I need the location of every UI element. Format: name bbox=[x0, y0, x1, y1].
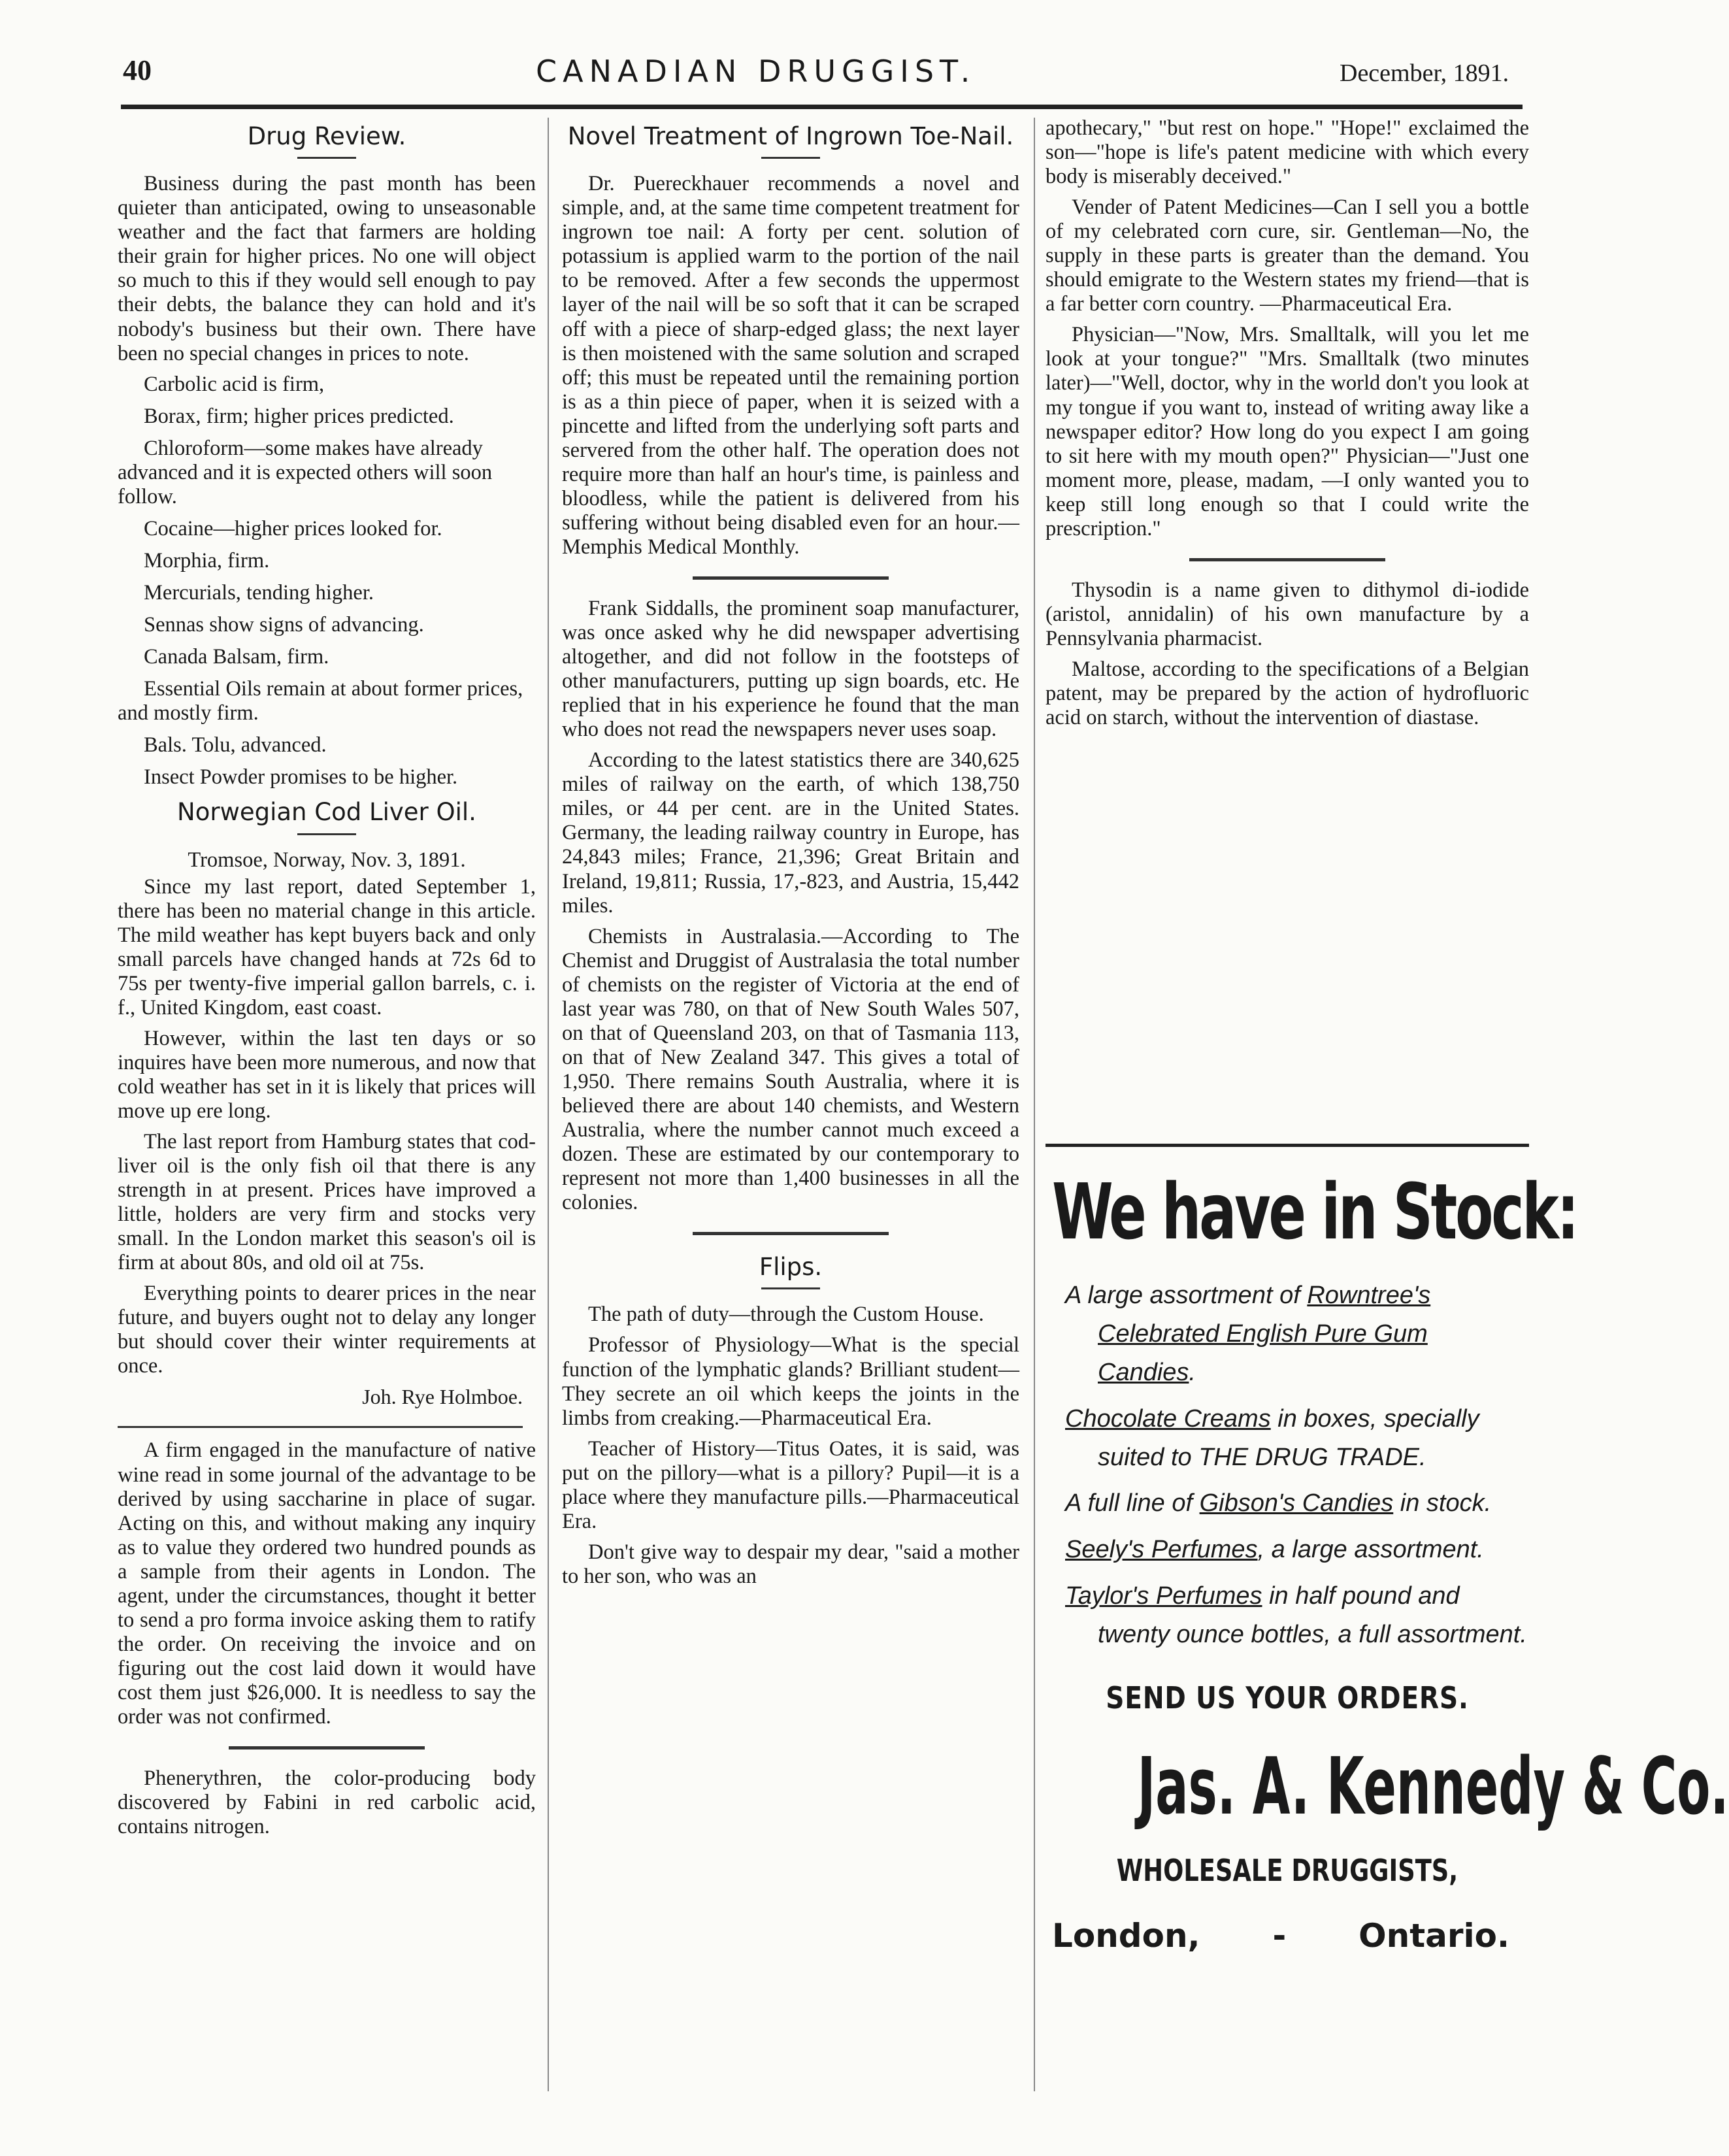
report-paragraph: Since my last report, dated September 1, there has been no material change in this article. The mild weather has kept buyers back and only small parcels have changed hands at 72s 6d to 75s per twenty-five imperial gallon barrels, c. i. f., United Kingdom, east coast. bbox=[118, 874, 536, 1020]
heading-rule bbox=[297, 833, 356, 835]
section-rule bbox=[118, 1426, 523, 1428]
heading-rule bbox=[297, 157, 356, 159]
report-signature: Joh. Rye Holmboe. bbox=[362, 1385, 523, 1409]
ad-top-rule bbox=[1046, 1144, 1529, 1147]
flips-heading: Flips. bbox=[759, 1253, 823, 1282]
ad-title: We have in Stock: bbox=[1052, 1167, 1577, 1257]
section-rule bbox=[693, 1232, 889, 1235]
report-paragraph: However, within the last ten days or so inquires have been more numerous, and now that cold weather has set in it is likely that prices will move up ere long. bbox=[118, 1026, 536, 1123]
toenail-body: Dr. Puereckhauer recommends a novel and simple, and, at the same time competent treatment for ingrown toe nail: A forty per cent. solution of potassium is applied warm to the portion of the nail to be removed. After a few seconds the uppermost layer of the nail will be so soft that it can be scraped off with a piece of sharp-edged glass; the next layer is then moistened with the same solution and scraped off; this must be repeated until the remaining portion is as a thin piece of paper, when it is seized with a pincette and lifted from the underlying soft parts and servered from the other half. The operation does not require more than half an hour's time, is painless and bloodless, while the patient is delivered from his suffering without being disabled even for an hour.—Memphis Medical Monthly. bbox=[562, 172, 1019, 559]
heading-rule bbox=[761, 1287, 820, 1289]
physician-joke: Physician—"Now, Mrs. Smalltalk, will you let me look at your tongue?" "Mrs. Smalltalk (two minutes later)—"Well, doctor, why in the world don't you look at my tongue if you want to, instead of writing away like a newspaper editor? How long do you expect I am going to sit here with my mouth open?" Physician—"Just one moment more, please, madam, —I only wanted you to keep still long enough so that I could write the prescription." bbox=[1046, 323, 1529, 540]
ad-firm-subtitle: WHOLESALE DRUGGISTS, bbox=[1116, 1853, 1458, 1889]
chemists-note: Chemists in Australasia.—According to The Chemist and Druggist of Australasia the total number of chemists on the register of Victoria at the end of last year was 780, on that of New South Wales 507, on that of Queensland 203, on that of Tasmania 113, on that of New Zealand 347. This gives a total of 1,950. There remains South Australia, where it is believed there are about 140 chemists, and Western Australia, where the number cannot much exceed a dozen. These are estimated by our contemporary to represent not more than 1,400 businesses in all the colonies. bbox=[562, 924, 1019, 1215]
header-rule bbox=[121, 105, 1523, 109]
ad-stock-item: A full line of Gibson's Candies in stock. bbox=[1065, 1489, 1492, 1517]
flip-item: Professor of Physiology—What is the special function of the lymphatic glands? Brilliant student—They secrete an oil which keeps the joints in the limbs from creaking.—Pharmaceutical Era. bbox=[562, 1333, 1019, 1430]
section-rule bbox=[229, 1746, 425, 1750]
flip-item: The path of duty—through the Custom House. bbox=[588, 1302, 984, 1327]
report-dateline: Tromsoe, Norway, Nov. 3, 1891. bbox=[188, 848, 466, 872]
ad-city: London, bbox=[1052, 1917, 1200, 1955]
section-rule bbox=[1189, 558, 1385, 561]
report-paragraph: Everything points to dearer prices in the near future, and buyers ought not to delay any longer but should cover their winter requirements at once. bbox=[118, 1282, 536, 1378]
saccharine-story: A firm engaged in the manufacture of native wine read in some journal of the advantage to be derived by using saccharine in place of sugar. Acting on this, and without making any inquiry as to value they ordered two hundred pounds as a sample from their agents in London. The agent, under the circumstances, thought it better to send a pro forma invoice asking them to ratify the order. On receiving the invoice and on figuring out the cost laid down it would have cost them just $26,000. It is needless to say the order was not confirmed. bbox=[118, 1438, 536, 1729]
price-item: Canada Balsam, firm. bbox=[144, 645, 329, 669]
ad-call-to-action: SEND US YOUR ORDERS. bbox=[1106, 1680, 1469, 1716]
price-item: Essential Oils remain at about former prices, and mostly firm. bbox=[118, 677, 523, 725]
toenail-heading: Novel Treatment of Ingrown Toe-Nail. bbox=[567, 122, 1014, 150]
issue-date: December, 1891. bbox=[1340, 59, 1509, 87]
ad-stock-item: Seely's Perfumes, a large assortment. bbox=[1065, 1536, 1484, 1564]
price-item: Morphia, firm. bbox=[144, 548, 270, 572]
maltose-note: Maltose, according to the specifications of a Belgian patent, may be prepared by the action of hydrofluoric acid on starch, without the intervention of diastase. bbox=[1046, 657, 1529, 730]
page-header bbox=[0, 0, 1594, 111]
ad-stock-item: Chocolate Creams in boxes, specially suited to THE DRUG TRADE. bbox=[1065, 1404, 1479, 1471]
cod-liver-oil-heading: Norwegian Cod Liver Oil. bbox=[177, 798, 476, 827]
price-item: Carbolic acid is firm, bbox=[144, 372, 325, 396]
drug-review-intro: Business during the past month has been quieter than anticipated, owing to unseasonable weather and the fact that farmers are holding their grain for higher prices. No one will object so much to this if they would sell enough to pay their debts, the balance they can hold and it's nobody's business but their own. There have been no special changes in prices to note. bbox=[118, 172, 536, 365]
price-item: Cocaine—higher prices looked for. bbox=[144, 516, 442, 540]
flip-item: Teacher of History—Titus Oates, it is said, was put on the pillory—what is a pillory? Pupil—it is a place where they manufacture pills.—Pharmaceutical Era. bbox=[562, 1436, 1019, 1533]
column-3 bbox=[1046, 116, 1529, 737]
ad-firm-name: Jas. A. Kennedy & Co. bbox=[1137, 1742, 1729, 1833]
column-divider bbox=[1034, 118, 1035, 2091]
column-2 bbox=[562, 116, 1019, 1595]
kennedy-advertisement bbox=[1046, 1144, 1729, 1955]
drug-review-heading: Drug Review. bbox=[247, 122, 406, 150]
phenerythren-note: Phenerythren, the color-producing body discovered by Fabini in red carbolic acid, contains nitrogen. bbox=[118, 1766, 536, 1839]
price-item: Borax, firm; higher prices predicted. bbox=[144, 404, 454, 428]
price-item: Chloroform—some makes have already advanced and it is expected others will soon follow. bbox=[118, 436, 493, 508]
price-item: Bals. Tolu, advanced. bbox=[144, 733, 327, 757]
flip-item: Don't give way to despair my dear, "said a mother to her son, who was an bbox=[562, 1540, 1019, 1588]
page-number: 40 bbox=[123, 54, 152, 86]
report-paragraph: The last report from Hamburg states that cod-liver oil is the only fish oil that there is any strength in at present. Prices have improved a little, holders are very firm and stocks very small. In the London market this season's oil is firm at about 80s, and old oil at 75s. bbox=[118, 1130, 536, 1275]
siddalls-note: Frank Siddalls, the prominent soap manufacturer, was once asked why he did newspaper advertising altogether, and did not follow in the footsteps of other manufacturers, putting up sign boards, etc. He replied that in his experience he found that the man who does not read the newspapers never uses soap. bbox=[562, 597, 1019, 742]
journal-title: CANADIAN DRUGGIST. bbox=[536, 54, 976, 89]
ad-location bbox=[1046, 1917, 1529, 1955]
ad-stock-item: A large assortment of Rowntree's Celebrated English Pure Gum Candies. bbox=[1065, 1282, 1431, 1386]
column-divider bbox=[548, 118, 549, 2091]
ad-province: Ontario. bbox=[1358, 1917, 1509, 1955]
flips-continued: apothecary," "but rest on hope." "Hope!" exclaimed the son—"hope is life's patent medicine with which every body is miserably deceived." bbox=[1046, 116, 1529, 189]
vender-joke: Vender of Patent Medicines—Can I sell you a bottle of my celebrated corn cure, sir. Gentleman—No, the supply in these parts is greater than the demand. You should emigrate to the Western states my friend—that is a far better corn country. —Pharmaceutical Era. bbox=[1046, 195, 1529, 316]
ad-stock-item: Taylor's Perfumes in half pound and twenty ounce bottles, a full assortment. bbox=[1065, 1582, 1527, 1649]
section-rule bbox=[693, 576, 889, 580]
price-item: Insect Powder promises to be higher. bbox=[144, 765, 458, 789]
price-item: Mercurials, tending higher. bbox=[144, 580, 374, 605]
price-item: Sennas show signs of advancing. bbox=[144, 613, 424, 637]
ad-dash: - bbox=[1272, 1917, 1287, 1955]
thysodin-note: Thysodin is a name given to dithymol di-iodide (aristol, annidalin) of his own manufacture by a Pennsylvania pharmacist. bbox=[1046, 578, 1529, 650]
heading-rule bbox=[761, 157, 820, 159]
railway-note: According to the latest statistics there are 340,625 miles of railway on the earth, of which 138,750 miles, or 44 per cent. are in the United States. Germany, the leading railway country in Europe, has 24,843 miles; France, 21,396; Great Britain and Ireland, 19,811; Russia, 17,-823, and Austria, 15,442 miles. bbox=[562, 748, 1019, 918]
column-1 bbox=[118, 116, 536, 1846]
